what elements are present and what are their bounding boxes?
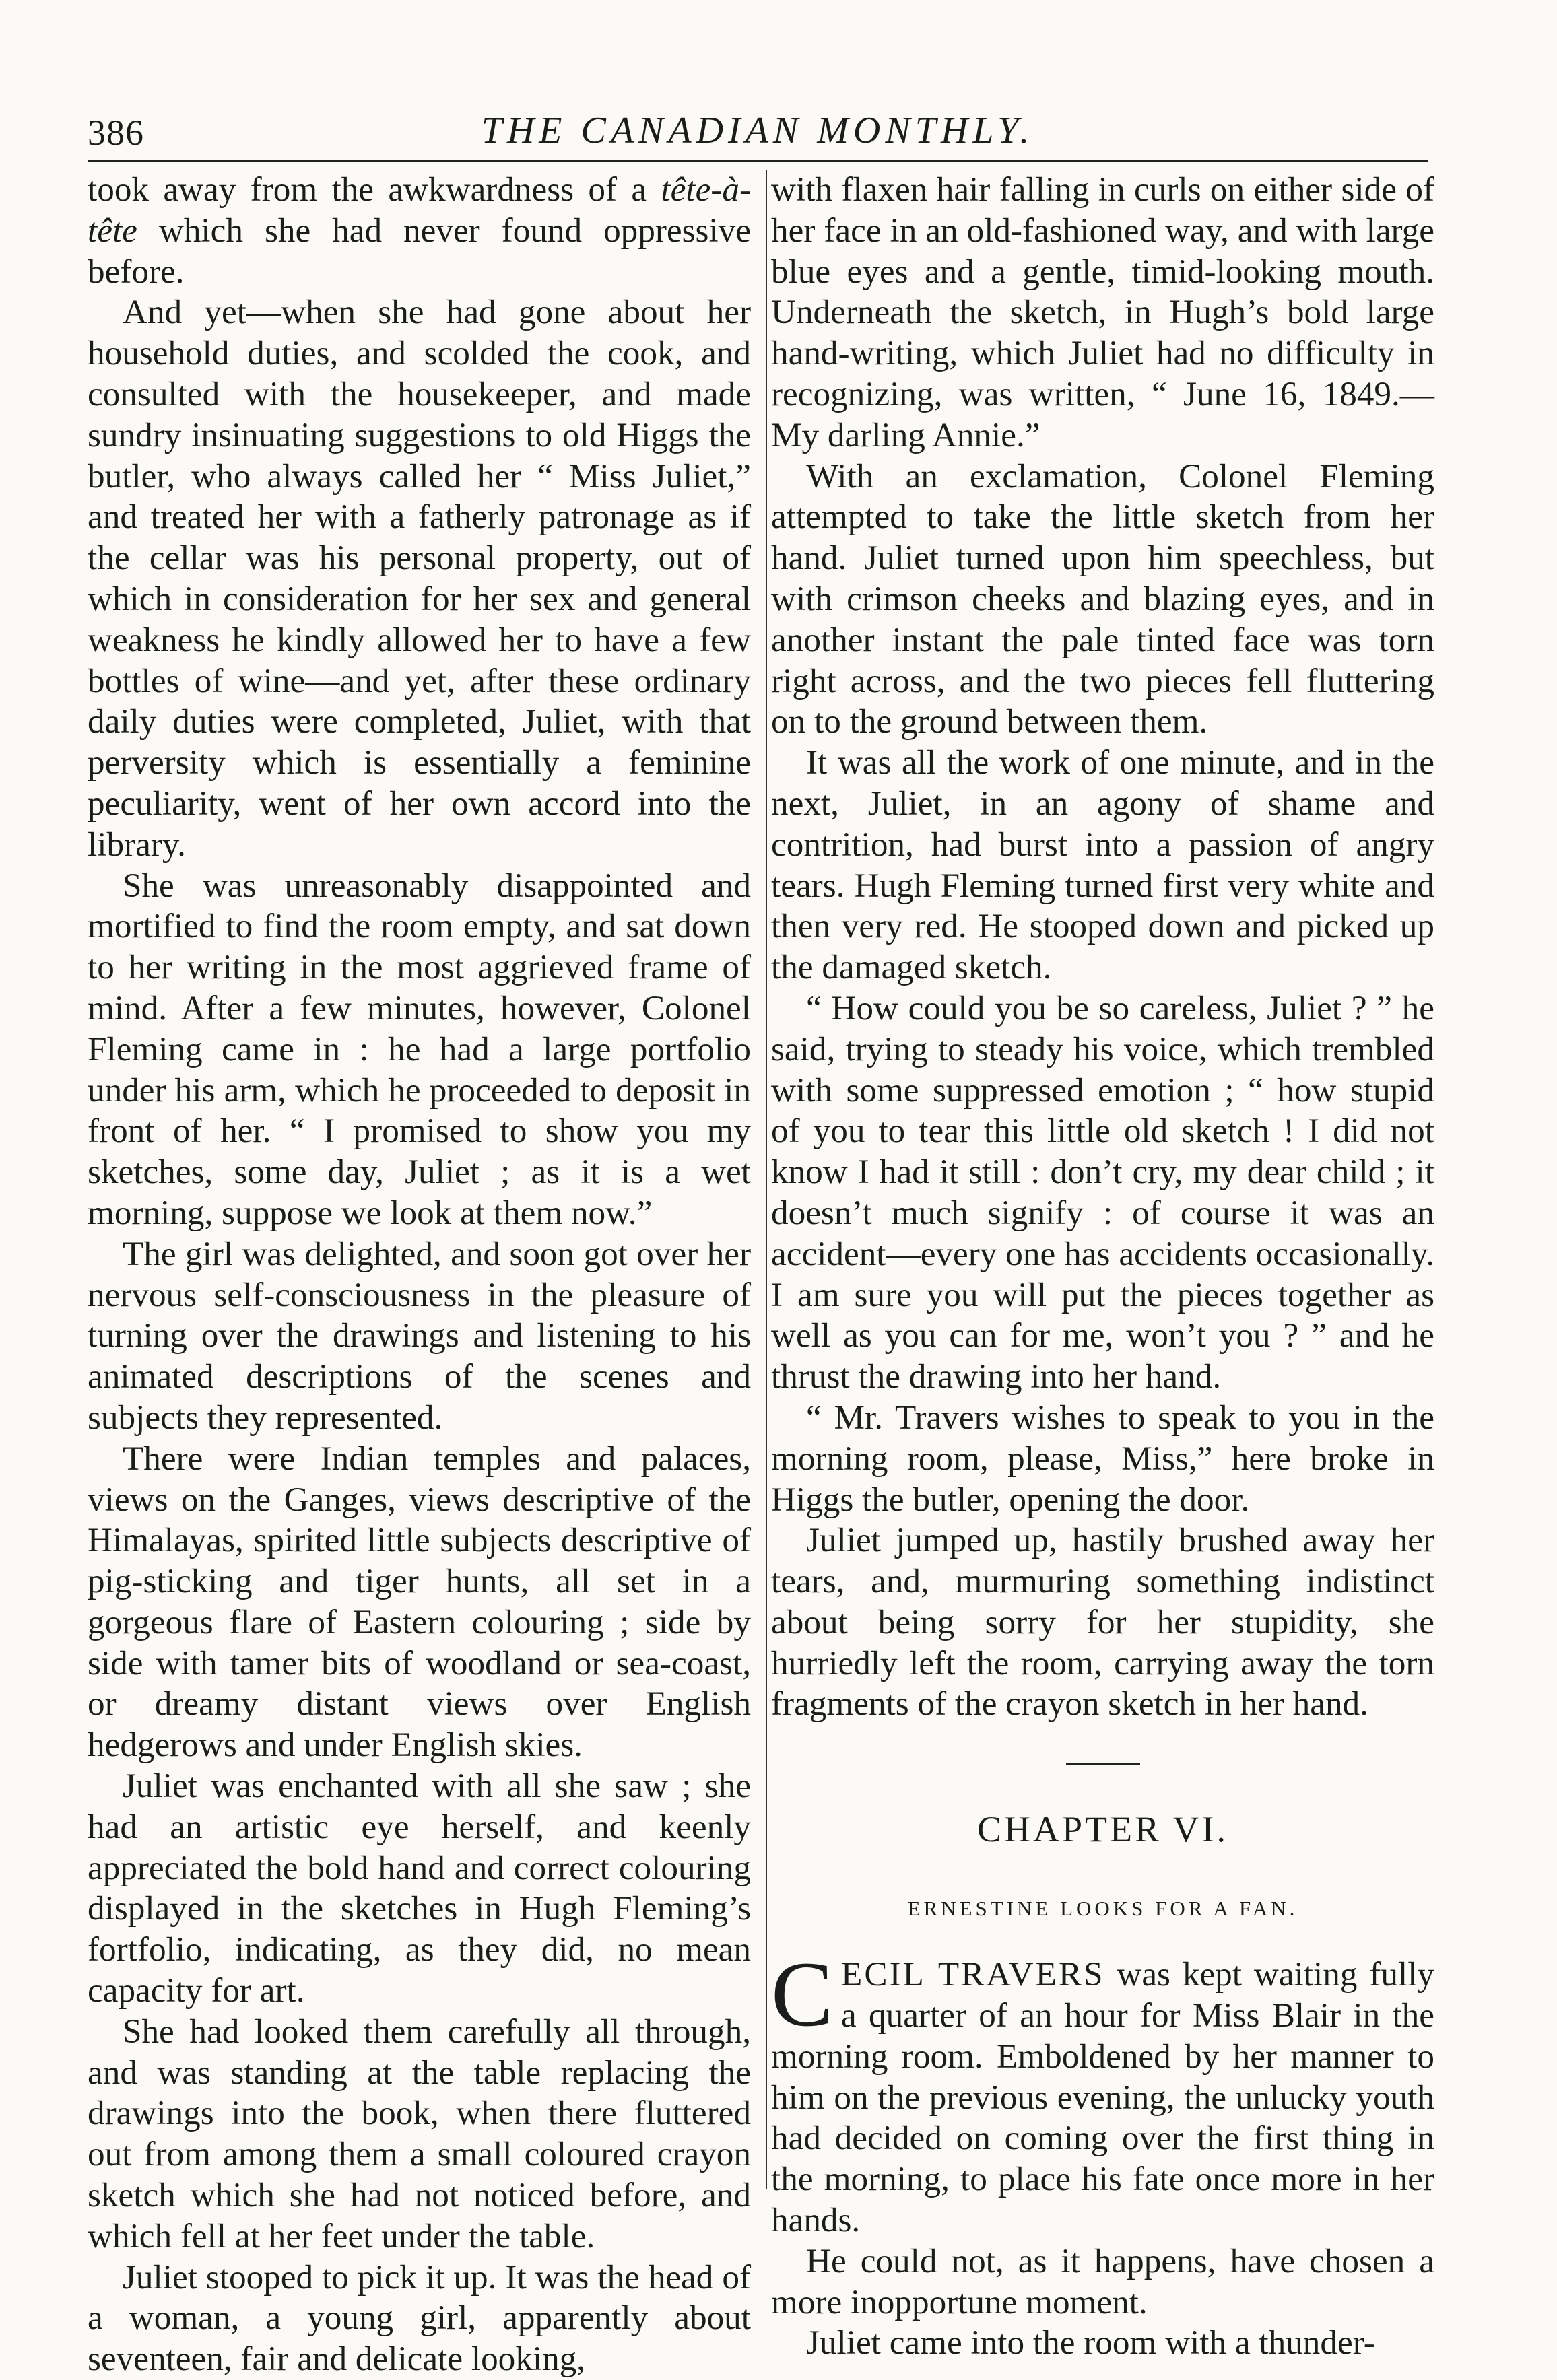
paragraph: Juliet jumped up, hastily brushed away her tears, and, murmuring something indistinct about being sorry for her stupidity, she hurriedly left the room, carrying away the torn fragments of the crayon sketch in her hand. (771, 1521, 1434, 1724)
paragraph: He could not, as it happens, have chosen a more inopportune moment. (771, 2241, 1434, 2321)
paragraph-text: took away from the awkwardness of a (88, 170, 661, 209)
paragraph: “ How could you be so careless, Juliet ? ” he said, trying to steady his voice, which trembled with some suppressed emotion ; “ how stupid of you to tear this little old sketch ! I did not know I had it still : don’t cry, my dear child ; it doesn’t much signify : of course it was an accident—every one has accidents occasionally. I am sure you will put the pieces together as well as you can for me, won’t you ? ” and he thrust the drawing into her hand. (771, 988, 1434, 1396)
paragraph-text: was kept waiting fully a quarter of an hour for Miss Blair in the morning room. Emboldened by her manner to him on the previous evening, the unlucky youth had decided on coming over the first thing in the morning, to place his fate once more in her hands. (771, 1955, 1435, 2240)
drop-cap: C (771, 1942, 834, 2046)
right-column (771, 170, 1434, 2364)
paragraph-text: which she had never found oppressive before. (88, 211, 751, 291)
chapter-subtitle: ERNESTINE LOOKS FOR A FAN. (907, 1897, 1298, 1921)
page-number: 386 (88, 112, 144, 153)
paragraph: There were Indian temples and palaces, views on the Ganges, views descriptive of the Himalayas, spirited little subjects descriptive of pig-sticking and tiger hunts, all set in a gorgeous flare of Eastern colouring ; side by side with tamer bits of woodland or sea-coast, or dreamy distant views over English hedgerows and under English skies. (88, 1439, 751, 1765)
chapter-opening-paragraph (771, 1942, 1435, 2241)
paragraph: Juliet was enchanted with all she saw ; she had an artistic eye herself, and keenly appreciated the bold hand and correct colouring displayed in the sketches in Hugh Fleming’s fortfolio, indicating, as they did, no mean capacity for art. (88, 1767, 751, 2010)
chapter-title: CHAPTER VI. (976, 1809, 1229, 1850)
paragraph: Juliet came into the room with a thunder- (806, 2323, 1375, 2362)
paragraph (88, 170, 751, 292)
column-divider (766, 170, 767, 2189)
page-header (88, 106, 1428, 160)
paragraph: with flaxen hair falling in curls on either side of her face in an old-fashioned way, and with large blue eyes and a gentle, timid-looking mouth. Underneath the sketch, in Hugh’s bold large hand-writing, which Juliet had no difficulty in recognizing, was written, “ June 16, 1849.—My darling Annie.” (771, 170, 1434, 454)
paragraph: With an exclamation, Colonel Fleming attempted to take the little sketch from her hand. Juliet turned upon him speechless, but with crimson cheeks and blazing eyes, and in another instant the pale tinted face was torn right across, and the two pieces fell fluttering on to the ground between them. (771, 456, 1434, 741)
paragraph: She had looked them carefully all through, and was standing at the table replacing the drawings into the book, when there fluttered out from among them a small coloured crayon sketch which she had not noticed before, and which fell at her feet under the table. (88, 2012, 751, 2255)
left-column (88, 170, 751, 2380)
paragraph: She was unreasonably disappointed and mortified to find the room empty, and sat down to her writing in the most aggrieved frame of mind. After a few minutes, however, Colonel Fleming came in : he had a large portfolio under his arm, which he proceeded to deposit in front of her. “ I promised to show you my sketches, some day, Juliet ; as it is a wet morning, suppose we look at them now.” (88, 866, 751, 1232)
paragraph: “ Mr. Travers wishes to speak to you in the morning room, please, Miss,” here broke in Higgs the butler, opening the door. (771, 1398, 1434, 1519)
italic-phrase: tête-à-tête (88, 170, 751, 250)
paragraph: The girl was delighted, and soon got over her nervous self-consciousness in the pleasure of turning over the drawings and listening to his animated descriptions of the scenes and subjects they represented. (88, 1234, 751, 1437)
paragraph: Juliet stooped to pick it up. It was the head of a woman, a young girl, apparently about seventeen, fair and delicate looking, (88, 2257, 751, 2379)
running-title: THE CANADIAN MONTHLY. (481, 110, 1034, 151)
section-break-rule (1066, 1763, 1140, 1765)
opening-words: ECIL TRAVERS (841, 1955, 1105, 1994)
paragraph: It was all the work of one minute, and in the next, Juliet, in an agony of shame and contrition, had burst into a passion of angry tears. Hugh Fleming turned first very white and then very red. He stooped down and picked up the damaged sketch. (771, 743, 1434, 987)
header-rule (88, 160, 1428, 162)
paragraph: And yet—when she had gone about her household duties, and scolded the cook, and consulted with the housekeeper, and made sundry insinuating suggestions to old Higgs the butler, who always called her “ Miss Juliet,” and treated her with a fatherly patronage as if the cellar was his personal property, out of which in consideration for her sex and general weakness he kindly allowed her to have a few bottles of wine—and yet, after these ordinary daily duties were completed, Juliet, with that perversity which is essentially a feminine peculiarity, went of her own accord into the library. (88, 293, 751, 864)
